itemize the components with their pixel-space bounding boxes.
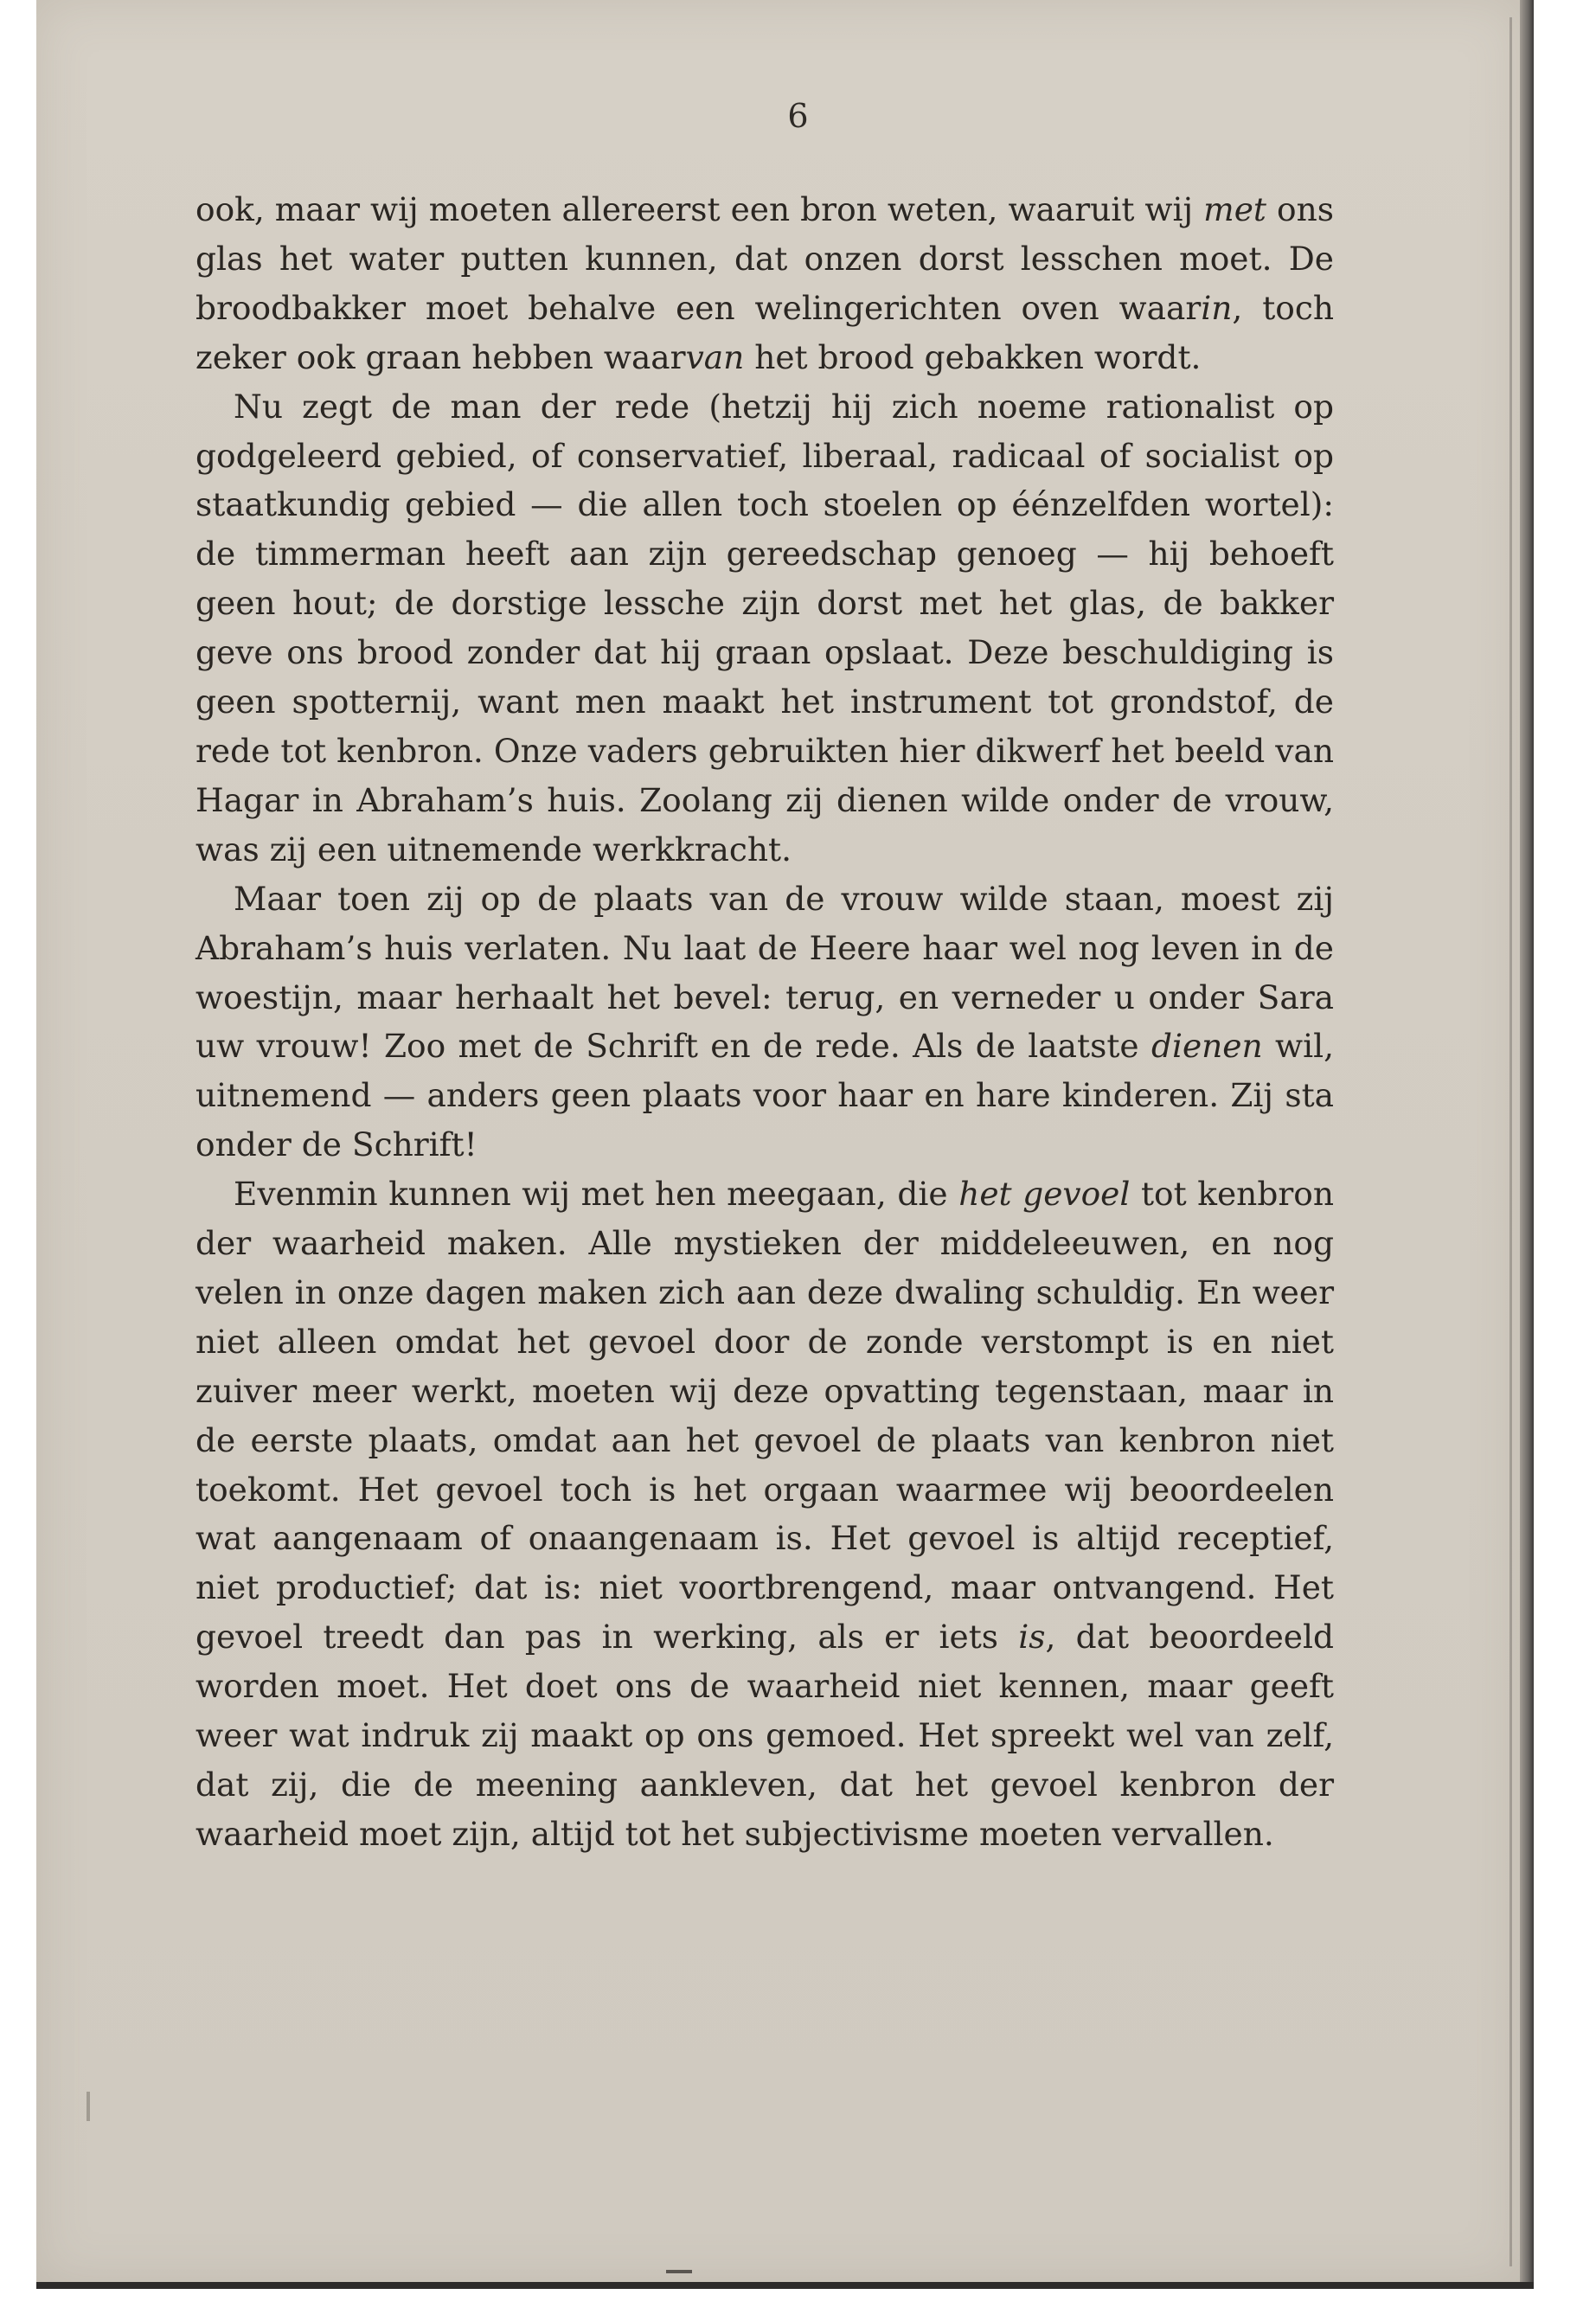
page-edge-shadow (1520, 0, 1534, 2284)
text-run: ook, maar wij moeten allereerst een bron weten, waaruit wij (195, 190, 1204, 228)
text-run: Evenmin kunnen wij met hen meegaan, die (234, 1175, 959, 1214)
paragraph (195, 1170, 1334, 1859)
paragraph (195, 185, 1334, 382)
text-run: Nu zegt de man der rede (hetzij hij zich noeme rationalist op godgeleerd gebied, of conservatief, liberaal, radicaal of socialist op staatkundig gebied — die allen toch stoelen op éénzelfden wortel): de timmerman heeft aan zijn gereedschap genoeg — hij behoeft geen hout; de dorstige lessche zijn dorst met het glas, de bakker geve ons brood zonder dat hij graan opslaat. Deze beschuldiging is geen spotternij, want men maakt het instrument tot grondstof, de rede tot kenbron. Onze vaders gebruikten hier dikwerf het beeld van Hagar in Abraham’s huis. Zoolang zij dienen wilde onder de vrouw, was zij een uitnemende werkkracht. (195, 387, 1334, 868)
margin-mark (87, 2092, 90, 2121)
text-run: wil, uitnemend — anders geen plaats voor haar en hare kinderen. Zij sta onder de Schrift! (195, 1027, 1334, 1164)
text-run: Maar toen zij op de plaats van de vrouw wilde staan, moest zij Abraham’s huis verlaten. Nu laat de Heere haar wel nog leven in de woestijn, maar herhaalt het bevel: terug, en verneder u onder Sara uw vrouw! Zoo met de Schrift en de rede. Als de laatste (195, 879, 1334, 1066)
body-text (195, 185, 1334, 1859)
text-run: tot kenbron der waarheid maken. Alle mystieken der middeleeuwen, en nog velen in onze dagen maken zich aan deze dwaling schuldig. En weer niet alleen omdat het gevoel door de zonde verstompt is en niet zuiver meer werkt, moeten wij deze opvatting tegenstaan, maar in de eerste plaats, omdat aan het gevoel de plaats van kenbron niet toekomt. Het gevoel toch is het orgaan waarmee wij beoordeelen wat aangenaam of onaangenaam is. Het gevoel is altijd receptief, niet productief; dat is: niet voortbrengend, maar ontvangend. Het gevoel treedt dan pas in werking, als er iets (195, 1175, 1334, 1657)
italic-text: is (1018, 1618, 1046, 1657)
text-run: , dat beoordeeld worden moet. Het doet ons de waarheid niet kennen, maar geeft weer wat indruk zij maakt op ons gemoed. Het spreekt wel van zelf, dat zij, die de meening aankleven, dat het gevoel kenbron der waarheid moet zijn, altijd tot het subjectivisme moeten vervallen. (195, 1618, 1334, 1853)
paragraph (195, 382, 1334, 875)
text-run: het brood gebakken wordt. (744, 337, 1202, 376)
text-run: , toch zeker ook graan hebben waar (195, 288, 1335, 376)
paragraph (195, 875, 1334, 1170)
italic-text: met (1203, 190, 1266, 228)
page-bottom-edge (36, 2282, 1534, 2289)
italic-text: dienen (1151, 1027, 1263, 1066)
italic-text: van (685, 337, 745, 376)
page-number: 6 (787, 97, 809, 135)
italic-text: in (1201, 288, 1233, 327)
spine-line (1509, 17, 1512, 2266)
text-run: ons glas het water putten kunnen, dat onzen dorst lesschen moet. De broodbakker moet behalve een welingerichten oven waar (195, 190, 1334, 327)
italic-text: het gevoel (958, 1175, 1131, 1214)
bottom-tick-mark (666, 2270, 692, 2273)
